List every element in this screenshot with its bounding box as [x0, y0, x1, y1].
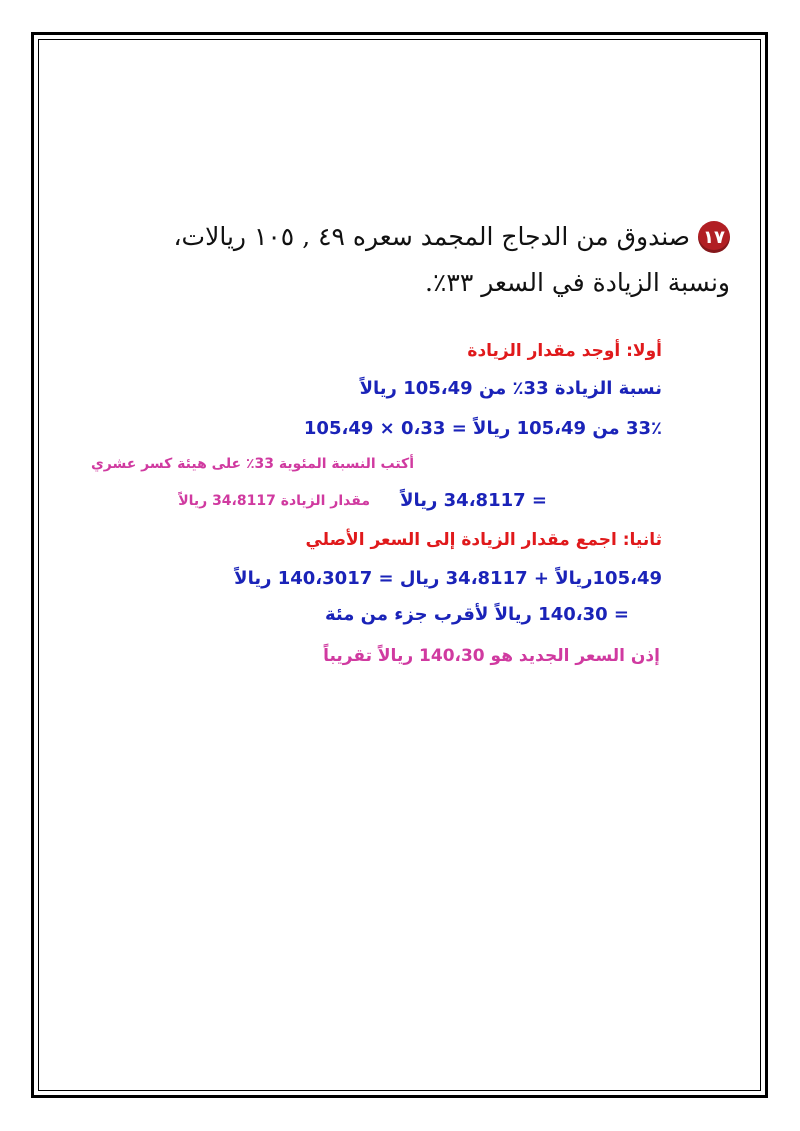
solution-line-b: 33٪ من 105،49 ريالاً = 0،33 × 105،49 — [303, 418, 662, 439]
solution-line-e: = 140،30 ريالاً لأقرب جزء من مئة — [324, 604, 629, 625]
note-increase: مقدار الزيادة 34،8117 ريالاً — [178, 493, 370, 509]
page-border-inner — [38, 39, 761, 1091]
question-text-line1: صندوق من الدجاج المجمد سعره ٤٩ , ١٠٥ ريالات، — [173, 222, 690, 251]
note-decimal: أكتب النسبة المئوية 33٪ على هيئة كسر عشري — [90, 456, 414, 472]
question-number-badge: ١٧ — [698, 221, 730, 253]
solution-line-c: = 34،8117 ريالاً — [400, 490, 547, 511]
question-text-line2: ونسبة الزيادة في السعر ٣٣٪. — [425, 268, 730, 297]
solution-line-d: 105،49ريالاً + 34،8117 ريال = 140،3017 ريالاً — [234, 568, 662, 589]
question-row — [170, 214, 730, 260]
step1-title: أولا: أوجد مقدار الزيادة — [467, 341, 662, 361]
question-block — [170, 214, 730, 306]
step2-title: ثانيا: اجمع مقدار الزيادة إلى السعر الأصلي — [305, 530, 662, 550]
conclusion: إذن السعر الجديد هو 140،30 ريالاً تقريباً — [323, 646, 660, 666]
solution-line-a: نسبة الزيادة 33٪ من 105،49 ريالاً — [359, 378, 662, 399]
